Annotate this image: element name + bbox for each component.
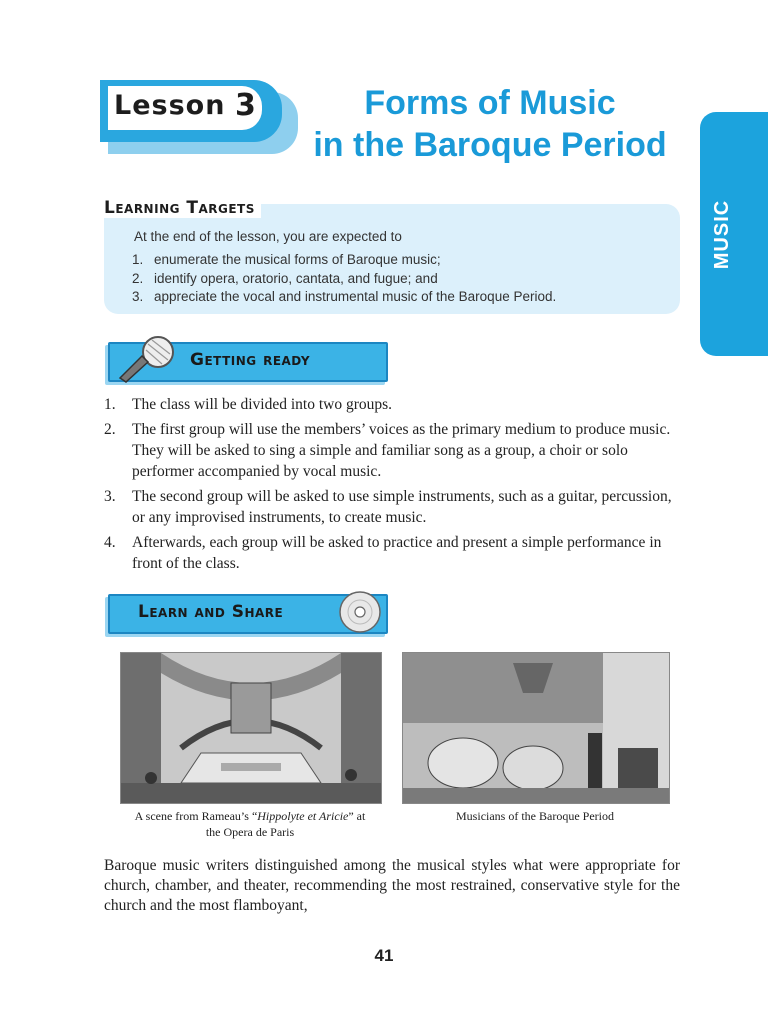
learning-targets-heading: Learning Targets <box>104 198 261 218</box>
page-title <box>300 82 680 166</box>
getting-ready-list <box>104 394 680 578</box>
learning-target-item: 1. enumerate the musical forms of Baroque music; <box>132 252 441 267</box>
page-number: 41 <box>374 946 394 965</box>
lesson-label: Lesson <box>114 90 226 121</box>
list-item: 2. The first group will use the members’ voices as the primary medium to produce music. They will be asked to sing a simple and familiar song as a group, a choir or solo performer accompanied by vocal music. <box>104 421 671 480</box>
microphone-icon <box>110 330 180 386</box>
getting-ready-heading: Getting ready <box>190 350 311 370</box>
learning-target-item: 2. identify opera, oratorio, cantata, and fugue; and <box>132 270 438 286</box>
learn-and-share-heading: Learn and Share <box>138 602 284 622</box>
learning-targets-intro: At the end of the lesson, you are expected to <box>134 229 402 244</box>
title-line-1: Forms of Music <box>364 84 616 122</box>
list-item: 1. The class will be divided into two groups. <box>104 396 393 413</box>
subject-side-label <box>700 112 746 356</box>
baroque-musicians-image <box>402 652 670 804</box>
opera-scene-image <box>120 652 382 804</box>
subject-side-text: MUSIC <box>711 199 734 269</box>
body-paragraph: Baroque music writers distinguished among the musical styles what were appropriate for church, chamber, and theater, recommending the most restrained, conservative style for the church and the most flamboyant, <box>104 857 680 914</box>
figure-caption-musicians: Musicians of the Baroque Period <box>456 809 614 823</box>
figure-caption-opera: A scene from Rameau’s “Hippolyte et Aricie” at the Opera de Paris <box>134 809 366 839</box>
learning-target-item: 3. appreciate the vocal and instrumental music of the Baroque Period. <box>132 289 557 304</box>
list-item: 3. The second group will be asked to use simple instruments, such as a guitar, percussion, or any improvised instruments, to create music. <box>104 488 672 526</box>
title-line-2: in the Baroque Period <box>313 126 667 164</box>
cd-disc-icon <box>336 588 384 636</box>
list-item: 4. Afterwards, each group will be asked to practice and present a simple performance in front of the class. <box>104 534 662 572</box>
learning-targets-list <box>132 251 556 307</box>
lesson-number: 3 <box>235 88 256 123</box>
